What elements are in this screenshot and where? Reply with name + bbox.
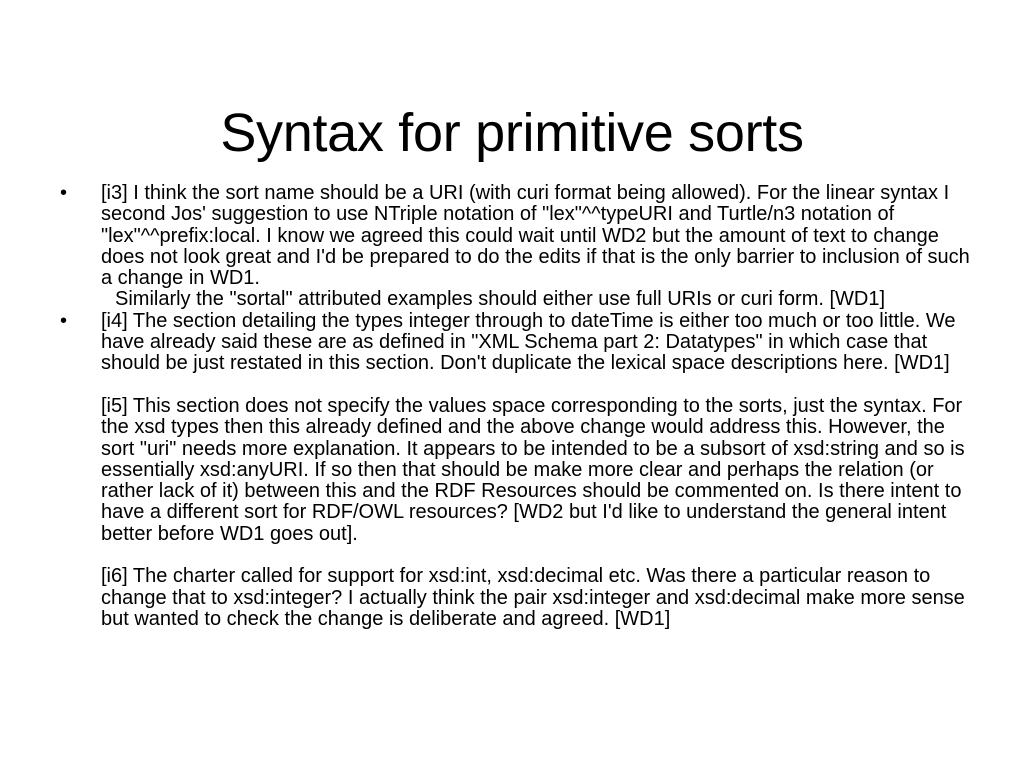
paragraph-i3: [i3] I think the sort name should be a URI (with curi format being allowed). For the linear syntax I second Jos' suggestion to use NTriple notation of "lex"^^typeURI and Turtle/n3 notation of "lex"^^prefix:local. I know we agreed this could wait until WD2 but the amount of text to change does not look great and I'd be prepared to do the edits if that is the only barrier to inclusion of such a change in WD1. (101, 182, 970, 290)
paragraph-spacer (101, 545, 980, 566)
bullet-icon: • (60, 182, 68, 204)
paragraph-i6: [i6] The charter called for support for xsd:int, xsd:decimal etc. Was there a particular reason to change that to xsd:integer? I actually think the pair xsd:integer and xsd:decimal make more sense but wanted to check the change is deliberate and agreed. [WD1] (101, 565, 965, 630)
paragraph-spacer (101, 375, 980, 396)
paragraph-i4: [i4] The section detailing the types integer through to dateTime is either too much or too little. We have already said these are as defined in "XML Schema part 2: Datatypes" in which case that should be just restated in this section. Don't duplicate the lexical space descriptions here. [WD1] (101, 309, 956, 375)
bullet-item-i4 (60, 311, 980, 630)
bullet-list (60, 183, 980, 630)
bullet-icon: • (60, 309, 68, 332)
paragraph-sortal-examples: Similarly the "sortal" attributed examples should either use full URIs or curi form. [WD1] (115, 288, 886, 311)
slide-title: Syntax for primitive sorts (220, 103, 804, 164)
paragraph-i5: [i5] This section does not specify the values space corresponding to the sorts, just the syntax. For the xsd types then this already defined and the above change would address this. However, the sort "uri" needs more explanation. It appears to be intended to be a subsort of xsd:string and so is essentially xsd:anyURI. If so then that should be make more clear and perhaps the relation (or rather lack of it) between this and the RDF Resources should be commented on. Is there intent to have a different sort for RDF/OWL resources? [WD2 but I'd like to understand the general intent better before WD1 goes out]. (101, 394, 965, 545)
bullet-item-i3 (60, 183, 980, 311)
